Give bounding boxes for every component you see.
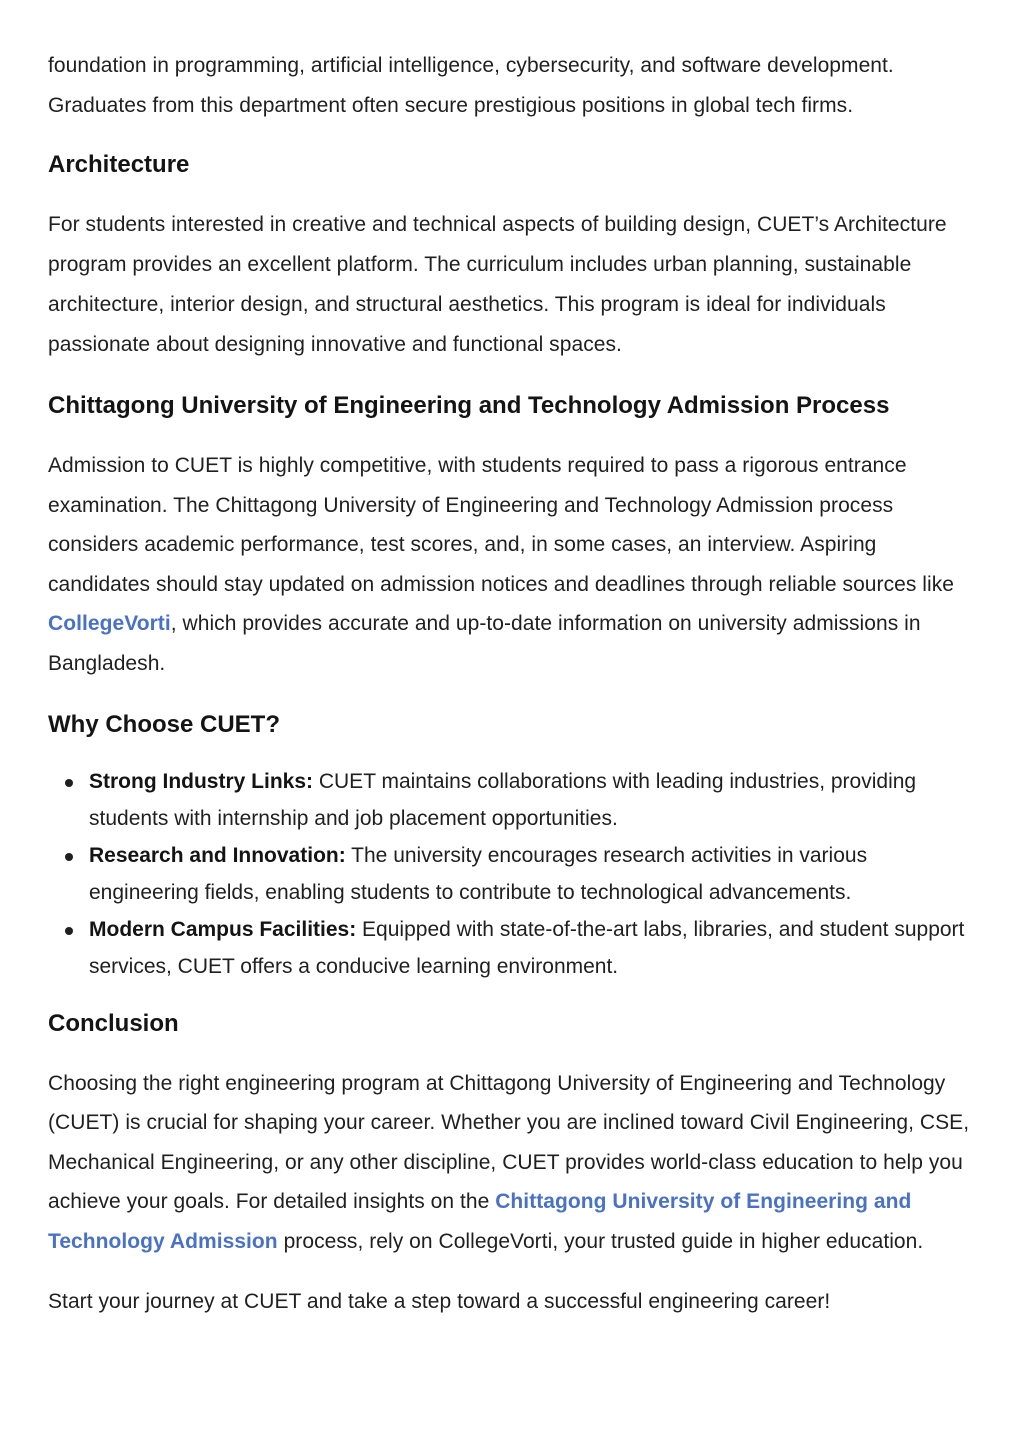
list-item-title: Modern Campus Facilities: xyxy=(89,917,357,941)
bullet-icon xyxy=(65,927,73,935)
intro-line-2: Graduates from this department often secure prestigious positions in global tech firms. xyxy=(48,94,854,117)
list-item xyxy=(89,911,978,985)
cuet-admission-link[interactable]: Chittagong University of Engineering and Technology Admission xyxy=(48,1190,912,1253)
conclusion-heading: Conclusion xyxy=(48,1009,179,1037)
architecture-paragraph: For students interested in creative and technical aspects of building design, CUET’s Architecture program provides an excellent platform. The curriculum includes urban planning, sustainable architecture, interior design, and structural aesthetics. This program is ideal for individuals passionate about designing innovative and functional spaces. xyxy=(48,213,947,356)
admission-text-before: Admission to CUET is highly competitive, with students required to pass a rigorous entrance examination. The Chittagong University of Engineering and Technology Admission process considers academic performance, test scores, and, in some cases, an interview. Aspiring candidates should stay updated on admission notices and deadlines through reliable sources like xyxy=(48,454,954,596)
admission-text-after: , which provides accurate and up-to-date information on university admissions in Bangladesh. xyxy=(48,612,921,675)
why-choose-heading: Why Choose CUET? xyxy=(48,710,280,738)
conclusion-paragraph xyxy=(48,1064,978,1262)
list-item xyxy=(89,763,978,837)
list-item xyxy=(89,837,978,911)
article-body xyxy=(48,46,978,1322)
list-item-title: Research and Innovation: xyxy=(89,843,346,867)
why-choose-list xyxy=(48,763,978,985)
list-item-text: Equipped with state-of-the-art labs, libraries, and student support services, CUET offers a conducive learning environment. xyxy=(89,917,965,978)
conclusion-text-after: process, rely on CollegeVorti, your trusted guide in higher education. xyxy=(277,1229,924,1253)
bullet-icon xyxy=(65,779,73,787)
list-item-text: CUET maintains collaborations with leading industries, providing students with internship and job placement opportunities. xyxy=(89,769,917,830)
closing-paragraph: Start your journey at CUET and take a step toward a successful engineering career! xyxy=(48,1289,831,1313)
list-item-text: The university encourages research activities in various engineering fields, enabling students to contribute to technological advancements. xyxy=(89,843,868,904)
intro-paragraph xyxy=(48,46,978,126)
architecture-heading: Architecture xyxy=(48,151,190,178)
intro-line-1: foundation in programming, artificial intelligence, cybersecurity, and software development. xyxy=(48,54,894,77)
conclusion-text-before: Choosing the right engineering program at Chittagong University of Engineering and Technology (CUET) is crucial for shaping your career. Whether you are inclined toward Civil Engineering, CSE, Mechanical Engineering, or any other discipline, CUET provides world-class education to help you achieve your goals. For detailed insights on the xyxy=(48,1071,970,1214)
list-item-title: Strong Industry Links: xyxy=(89,769,314,793)
admission-heading: Chittagong University of Engineering and Technology Admission Process xyxy=(48,392,890,419)
admission-paragraph xyxy=(48,446,978,684)
collegevorti-link[interactable]: CollegeVorti xyxy=(48,612,171,636)
bullet-icon xyxy=(65,853,73,861)
